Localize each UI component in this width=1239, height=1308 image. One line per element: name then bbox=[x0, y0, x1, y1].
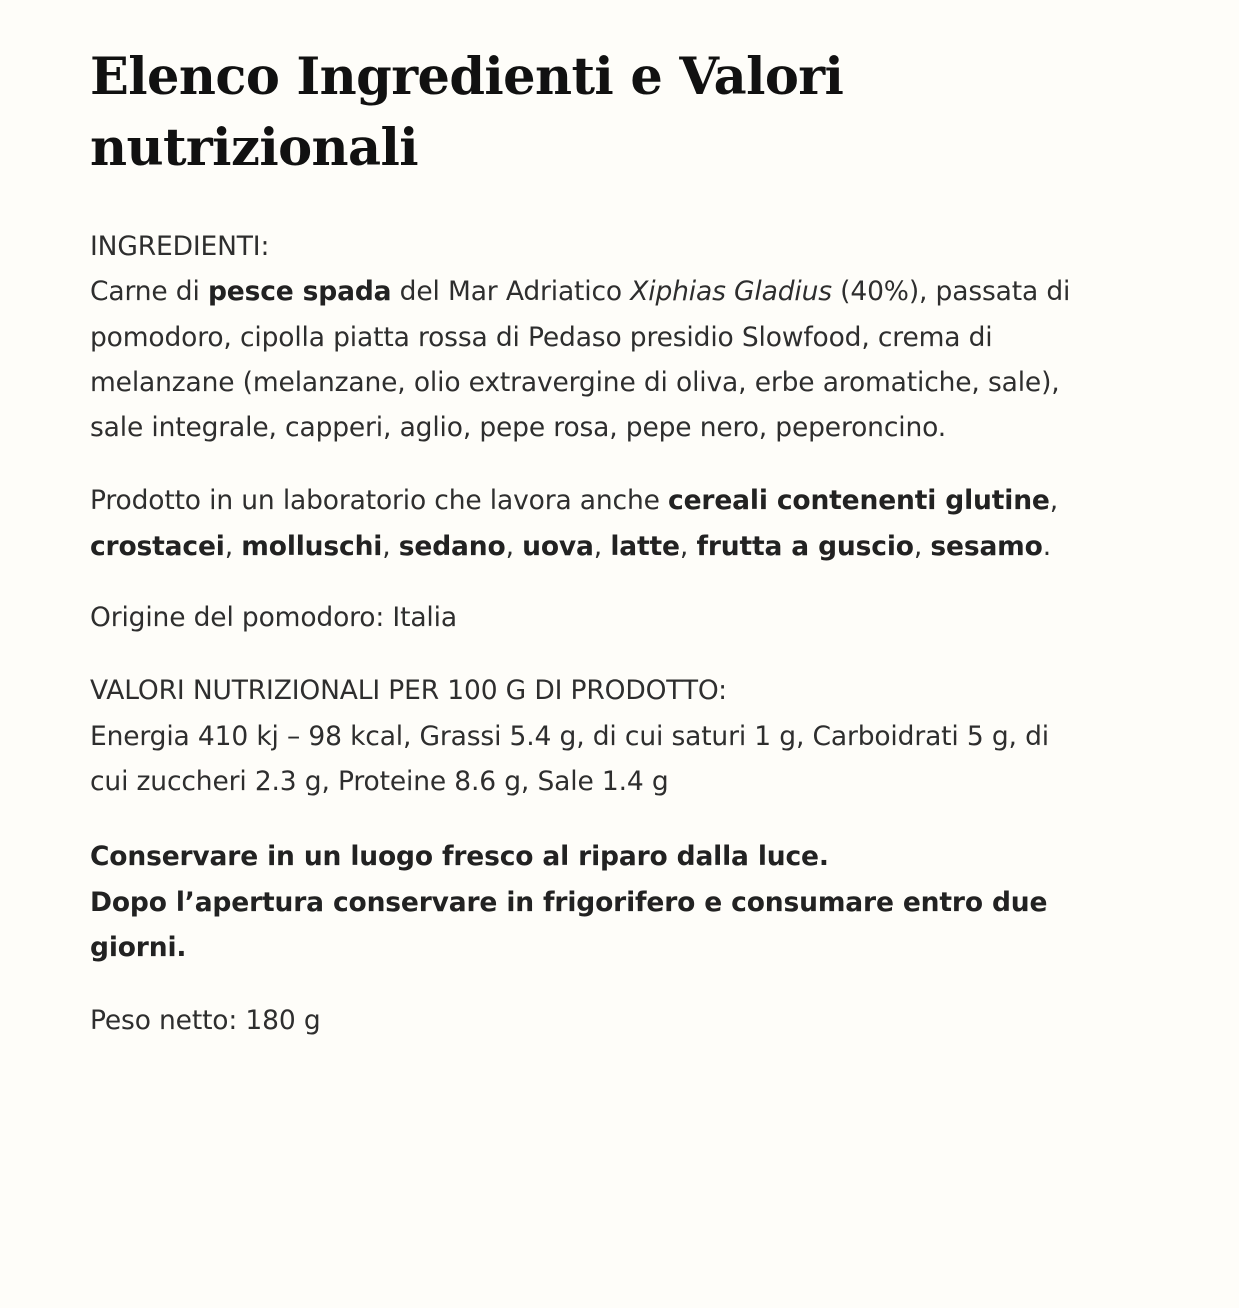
tomato-origin: Origine del pomodoro: Italia bbox=[90, 602, 457, 634]
allergen-item: sedano bbox=[398, 530, 506, 562]
storage-section bbox=[90, 834, 1090, 970]
nutrition-heading: VALORI NUTRIZIONALI PER 100 G DI PRODOTTO: bbox=[90, 675, 727, 707]
nutrition-values: Energia 410 kj – 98 kcal, Grassi 5.4 g, di cui saturi 1 g, Carboidrati 5 g, di cui zuccheri 2.3 g, Proteine 8.6 g, Sale 1.4 g bbox=[90, 720, 1049, 797]
page-title-line-2: nutrizionali bbox=[90, 118, 418, 178]
allergens-end: . bbox=[1042, 530, 1051, 562]
allergen-item: sesamo bbox=[930, 530, 1043, 562]
allergen-item: frutta a guscio bbox=[696, 530, 914, 562]
ingredients-heading: INGREDIENTI: bbox=[90, 231, 270, 262]
page-title-line-1: Elenco Ingredienti e Valori bbox=[90, 47, 844, 107]
allergens-section bbox=[90, 478, 1090, 569]
allergen-separator: , bbox=[679, 530, 697, 562]
nutrition-section bbox=[90, 668, 1090, 804]
allergen-item: crostacei bbox=[90, 530, 225, 562]
allergen-separator: , bbox=[1049, 485, 1059, 517]
allergen-item: cereali contenenti glutine bbox=[668, 485, 1050, 517]
allergen-item: latte bbox=[610, 530, 680, 562]
allergen-separator: , bbox=[505, 530, 523, 562]
storage-line-1: Conservare in un luogo fresco al riparo dalla luce. bbox=[90, 841, 829, 873]
species-name: Xiphias Gladius bbox=[630, 276, 832, 308]
allergen-separator: , bbox=[382, 530, 399, 562]
ingredients-text-rest: (40%), passata di pomodoro, cipolla piatta rossa di Pedaso presidio Slowfood, crema di melanzane (melanzane, olio extravergine di oliva, erbe aromatiche, sale), sale integrale, capperi, aglio, pepe rosa, pepe nero, peperoncino. bbox=[90, 276, 1071, 444]
net-weight: Peso netto: 180 g bbox=[90, 1005, 321, 1037]
storage-line-2: Dopo l’apertura conservare in frigorifero e consumare entro due giorni. bbox=[90, 886, 1048, 963]
ingredients-text-origin: del Mar Adriatico bbox=[391, 276, 631, 308]
allergens-intro: Prodotto in un laboratorio che lavora anche bbox=[90, 485, 669, 517]
allergen-separator: , bbox=[913, 530, 931, 562]
ingredient-highlight-swordfish: pesce spada bbox=[207, 276, 392, 308]
allergen-item: molluschi bbox=[241, 530, 383, 562]
ingredients-text-start: Carne di bbox=[90, 276, 208, 308]
allergen-item: uova bbox=[522, 530, 594, 562]
product-details bbox=[90, 224, 1090, 1043]
page-title bbox=[90, 42, 1090, 184]
allergen-separator: , bbox=[593, 530, 611, 562]
ingredients-section bbox=[90, 224, 1090, 450]
allergen-separator: , bbox=[224, 530, 242, 562]
